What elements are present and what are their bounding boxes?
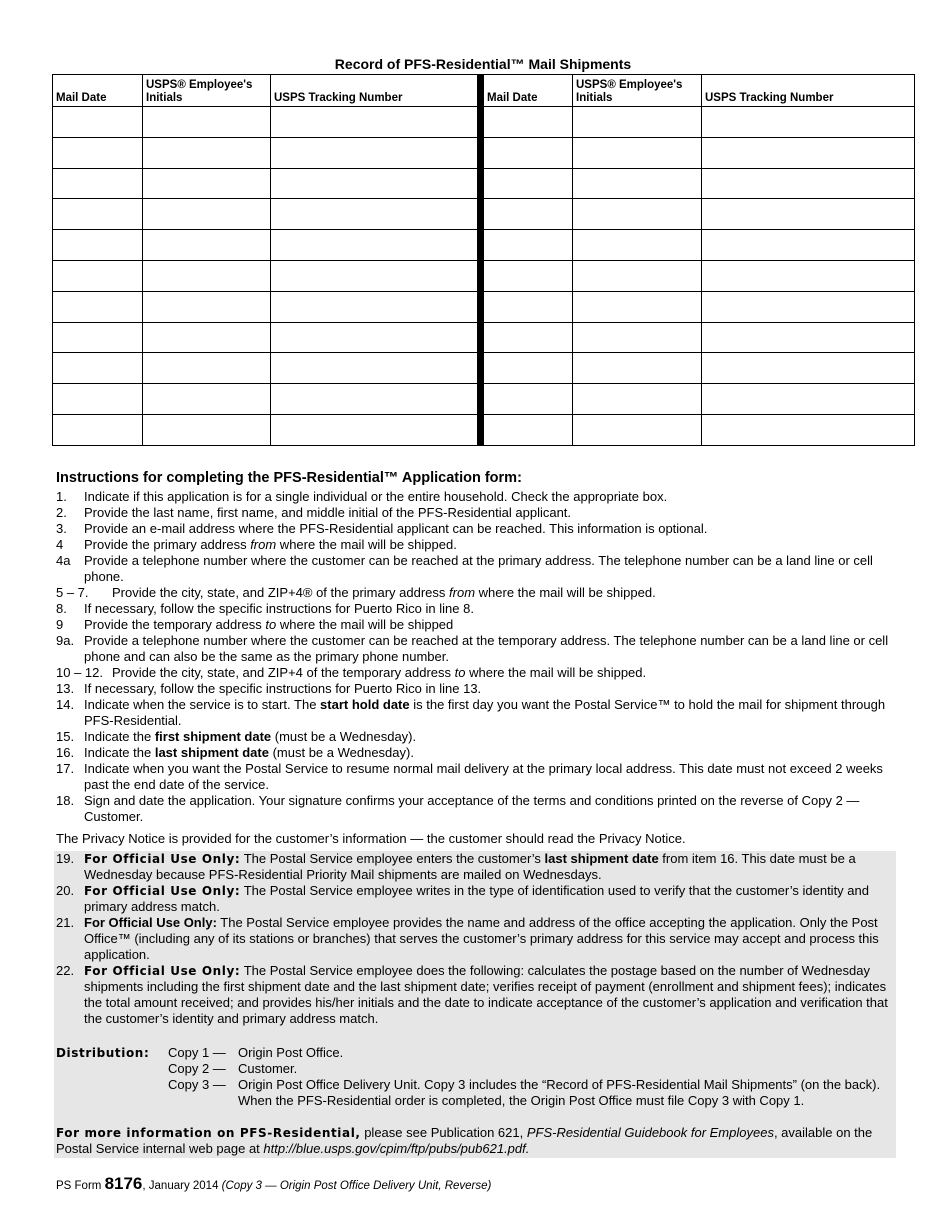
copy-note: (Copy 3 — Origin Post Office Delivery Unit, Reverse) <box>221 1180 492 1192</box>
item-number: 19. <box>56 851 75 866</box>
item-number: 20. <box>56 883 75 898</box>
mail-date-cell[interactable] <box>53 322 143 353</box>
column-header: USPS Tracking Number <box>702 75 915 107</box>
table-row <box>53 168 915 199</box>
item-text: Sign and date the application. Your signature confirms your acceptance of the terms and conditions printed on the reverse of Copy 2 — Customer. <box>84 793 860 824</box>
item-number: 14. <box>56 697 75 712</box>
initials-cell[interactable] <box>143 384 271 415</box>
mail-date-cell[interactable] <box>481 322 573 353</box>
tracking-number-cell[interactable] <box>702 107 915 138</box>
column-header: USPS® Employee's Initials <box>573 75 702 107</box>
item-text: Provide a telephone number where the customer can be reached at the primary address. The telephone number can be a land line or cell phone. <box>84 553 873 584</box>
official-item <box>56 963 892 1027</box>
initials-cell[interactable] <box>573 230 702 261</box>
item-number: 8. <box>56 601 67 616</box>
initials-cell[interactable] <box>143 199 271 230</box>
copy-name: Copy 3 — <box>168 1077 226 1092</box>
item-number: 10 – 12. <box>56 665 103 680</box>
instruction-item <box>56 585 898 601</box>
item-number: 4a <box>56 553 71 568</box>
item-text: Provide the temporary address to where the mail will be shipped <box>84 617 454 632</box>
item-text: For Official Use Only: The Postal Service employee does the following: calculates the postage based on the number of Wednesday shipments including the first shipment date and the last shipment date; verifies receipt of payment (enrollment and shipment fees); indicates the total amount received; and provides his/her initials and the date to indicate acceptance of the customer’s application and verification that the customer’s identity and primary address match. <box>84 963 888 1026</box>
initials-cell[interactable] <box>143 260 271 291</box>
tracking-number-cell[interactable] <box>271 168 481 199</box>
tracking-number-cell[interactable] <box>271 414 481 445</box>
initials-cell[interactable] <box>143 414 271 445</box>
mail-date-cell[interactable] <box>53 384 143 415</box>
mail-date-cell[interactable] <box>481 107 573 138</box>
table-row <box>53 353 915 384</box>
instruction-item <box>56 489 898 505</box>
column-header: USPS Tracking Number <box>271 75 481 107</box>
tracking-number-cell[interactable] <box>702 353 915 384</box>
copy-line <box>168 1045 892 1061</box>
mail-date-cell[interactable] <box>53 107 143 138</box>
table-row <box>53 260 915 291</box>
copy-text: Customer. <box>238 1061 298 1076</box>
official-use-section <box>54 851 896 1158</box>
instruction-item <box>56 729 898 745</box>
initials-cell[interactable] <box>143 107 271 138</box>
item-text: Provide the last name, first name, and middle initial of the PFS-Residential applicant. <box>84 505 572 520</box>
item-text: Provide the city, state, and ZIP+4® of the primary address from where the mail will be shipped. <box>112 585 656 600</box>
mail-date-cell[interactable] <box>53 353 143 384</box>
official-item <box>56 883 892 915</box>
mail-date-cell[interactable] <box>53 137 143 168</box>
mail-date-cell[interactable] <box>481 199 573 230</box>
tracking-number-cell[interactable] <box>702 230 915 261</box>
form-number: 8176 <box>104 1174 143 1193</box>
item-number: 22. <box>56 963 75 978</box>
publication-title: PFS-Residential Guidebook for Employees <box>526 1125 774 1140</box>
initials-cell[interactable] <box>143 168 271 199</box>
item-number: 9a. <box>56 633 75 648</box>
item-number: 15. <box>56 729 75 744</box>
official-item <box>56 915 892 963</box>
item-text: If necessary, follow the specific instructions for Puerto Rico in line 8. <box>84 601 474 616</box>
item-text: Indicate the last shipment date (must be a Wednesday). <box>84 745 414 760</box>
mail-date-cell[interactable] <box>481 414 573 445</box>
mail-date-cell[interactable] <box>53 199 143 230</box>
item-text: Provide a telephone number where the customer can be reached at the temporary address. The telephone number can be a land line or cell phone and can also be the same as the primary phone number. <box>84 633 889 664</box>
instruction-item <box>56 617 898 633</box>
instruction-item <box>56 665 898 681</box>
item-number: 17. <box>56 761 75 776</box>
tracking-number-cell[interactable] <box>702 384 915 415</box>
column-header: Mail Date <box>481 75 573 107</box>
instructions-section <box>56 470 898 847</box>
item-text: Provide an e-mail address where the PFS-Residential applicant can be reached. This information is optional. <box>84 521 708 536</box>
item-number: 4 <box>56 537 64 552</box>
mail-date-cell[interactable] <box>53 260 143 291</box>
column-header: USPS® Employee's Initials <box>143 75 271 107</box>
table-row <box>53 322 915 353</box>
official-item <box>56 851 892 883</box>
instruction-item <box>56 745 898 761</box>
initials-cell[interactable] <box>573 168 702 199</box>
mail-date-cell[interactable] <box>481 230 573 261</box>
instructions-heading: Instructions for completing the PFS-Residential™ Application form: <box>56 470 522 486</box>
more-info: For more information on PFS-Residential, please see Publication 621, PFS-Residential Guidebook for Employees, available on the Postal Service internal web page at http://blue.usps.gov/cpim/ftp/pubs/pub621.pdf. <box>56 1125 873 1156</box>
initials-cell[interactable] <box>573 137 702 168</box>
initials-cell[interactable] <box>143 353 271 384</box>
item-text: Provide the primary address from where the mail will be shipped. <box>84 537 457 552</box>
item-text: For Official Use Only: The Postal Service employee provides the name and address of the office accepting the application. Only the Post Office™ (including any of its stations or branches) that serves the customer’s primary address for this service may accept and process this application. <box>84 915 879 962</box>
distribution-label: Distribution: <box>56 1046 150 1060</box>
more-info-label: For more information on PFS-Residential, <box>56 1126 361 1140</box>
tracking-number-cell[interactable] <box>702 199 915 230</box>
initials-cell[interactable] <box>143 322 271 353</box>
item-number: 9 <box>56 617 64 632</box>
tracking-number-cell[interactable] <box>271 137 481 168</box>
item-text: Indicate when the service is to start. The start hold date is the first day you want the Postal Service™ to hold the mail for shipment through PFS-Residential. <box>84 697 886 728</box>
distribution-block <box>56 1045 892 1109</box>
item-number: 3. <box>56 521 67 536</box>
item-text: For Official Use Only: The Postal Service employee enters the customer’s last shipment date from item 16. This date must be a Wednesday because PFS-Residential Priority Mail shipments are mailed on Wednesdays. <box>84 851 856 882</box>
page-title: Record of PFS-Residential™ Mail Shipments <box>334 56 632 72</box>
instruction-item <box>56 537 898 553</box>
tracking-number-cell[interactable] <box>271 107 481 138</box>
tracking-number-cell[interactable] <box>702 322 915 353</box>
mail-date-cell[interactable] <box>481 137 573 168</box>
initials-cell[interactable] <box>573 414 702 445</box>
table-row <box>53 107 915 138</box>
instruction-item <box>56 793 898 825</box>
instruction-item <box>56 697 898 729</box>
tracking-number-cell[interactable] <box>271 199 481 230</box>
instruction-item <box>56 761 898 793</box>
publication-url[interactable]: http://blue.usps.gov/cpim/ftp/pubs/pub621.pdf. <box>263 1141 530 1156</box>
instruction-item <box>56 601 898 617</box>
table-row <box>53 414 915 445</box>
tracking-number-cell[interactable] <box>702 414 915 445</box>
copy-line <box>168 1061 892 1077</box>
initials-cell[interactable] <box>573 107 702 138</box>
instruction-item <box>56 505 898 521</box>
instruction-item <box>56 553 898 585</box>
initials-cell[interactable] <box>143 230 271 261</box>
item-text: If necessary, follow the specific instructions for Puerto Rico in line 13. <box>84 681 482 696</box>
tracking-number-cell[interactable] <box>702 137 915 168</box>
tracking-number-cell[interactable] <box>702 291 915 322</box>
form-footer: PS Form 8176, January 2014 (Copy 3 — Origin Post Office Delivery Unit, Reverse) <box>56 1174 492 1193</box>
copy-name: Copy 2 — <box>168 1061 226 1076</box>
table-row <box>53 137 915 168</box>
mail-date-cell[interactable] <box>53 291 143 322</box>
official-label: For Official Use Only: <box>84 884 241 898</box>
official-label: For Official Use Only: <box>84 852 241 866</box>
initials-cell[interactable] <box>143 137 271 168</box>
column-header: Mail Date <box>53 75 143 107</box>
copy-text: Origin Post Office. <box>238 1045 344 1060</box>
tracking-number-cell[interactable] <box>271 260 481 291</box>
official-label: For Official Use Only: <box>84 964 241 978</box>
initials-cell[interactable] <box>143 291 271 322</box>
mail-date-cell[interactable] <box>53 168 143 199</box>
table-row <box>53 291 915 322</box>
item-number: 16. <box>56 745 75 760</box>
initials-cell[interactable] <box>573 322 702 353</box>
instruction-item <box>56 633 898 665</box>
mail-date-cell[interactable] <box>481 168 573 199</box>
item-text: Provide the city, state, and ZIP+4 of the temporary address to where the mail will be shipped. <box>112 665 647 680</box>
initials-cell[interactable] <box>573 291 702 322</box>
tracking-number-cell[interactable] <box>702 260 915 291</box>
table-row <box>53 230 915 261</box>
item-number: 5 – 7. <box>56 585 89 600</box>
initials-cell[interactable] <box>573 260 702 291</box>
privacy-note: The Privacy Notice is provided for the customer’s information — the customer should read the Privacy Notice. <box>56 831 686 846</box>
item-number: 13. <box>56 681 75 696</box>
tracking-number-cell[interactable] <box>271 353 481 384</box>
mail-date-cell[interactable] <box>53 414 143 445</box>
mail-date-cell[interactable] <box>481 353 573 384</box>
initials-cell[interactable] <box>573 199 702 230</box>
copy-text: Origin Post Office Delivery Unit. Copy 3 includes the “Record of PFS-Residential Mail Shipments” (on the back). When the PFS-Residential order is completed, the Origin Post Office must file Copy 3 with Copy 1. <box>238 1077 881 1108</box>
item-text: Indicate if this application is for a single individual or the entire household. Check the appropriate box. <box>84 489 668 504</box>
item-number: 1. <box>56 489 67 504</box>
instruction-item <box>56 681 898 697</box>
tracking-number-cell[interactable] <box>702 168 915 199</box>
mail-date-cell[interactable] <box>481 260 573 291</box>
item-number: 2. <box>56 505 67 520</box>
instruction-item <box>56 521 898 537</box>
item-text: Indicate when you want the Postal Service to resume normal mail delivery at the primary local address. This date must not exceed 2 weeks past the end date of the service. <box>84 761 883 792</box>
item-number: 18. <box>56 793 75 808</box>
tracking-number-cell[interactable] <box>271 384 481 415</box>
tracking-number-cell[interactable] <box>271 291 481 322</box>
table-header-row <box>53 75 915 107</box>
official-label: For Official Use Only: <box>84 915 217 930</box>
item-text: Indicate the first shipment date (must be a Wednesday). <box>84 729 417 744</box>
copy-name: Copy 1 — <box>168 1045 226 1060</box>
copy-line <box>168 1077 892 1109</box>
item-number: 21. <box>56 915 75 930</box>
mail-date-cell[interactable] <box>53 230 143 261</box>
table-row <box>53 384 915 415</box>
mail-date-cell[interactable] <box>481 291 573 322</box>
table-row <box>53 199 915 230</box>
mail-date-cell[interactable] <box>481 384 573 415</box>
initials-cell[interactable] <box>573 353 702 384</box>
shipments-table <box>52 74 915 446</box>
tracking-number-cell[interactable] <box>271 322 481 353</box>
tracking-number-cell[interactable] <box>271 230 481 261</box>
initials-cell[interactable] <box>573 384 702 415</box>
item-text: For Official Use Only: The Postal Service employee writes in the type of identification used to verify that the customer’s identity and primary address match. <box>84 883 869 914</box>
